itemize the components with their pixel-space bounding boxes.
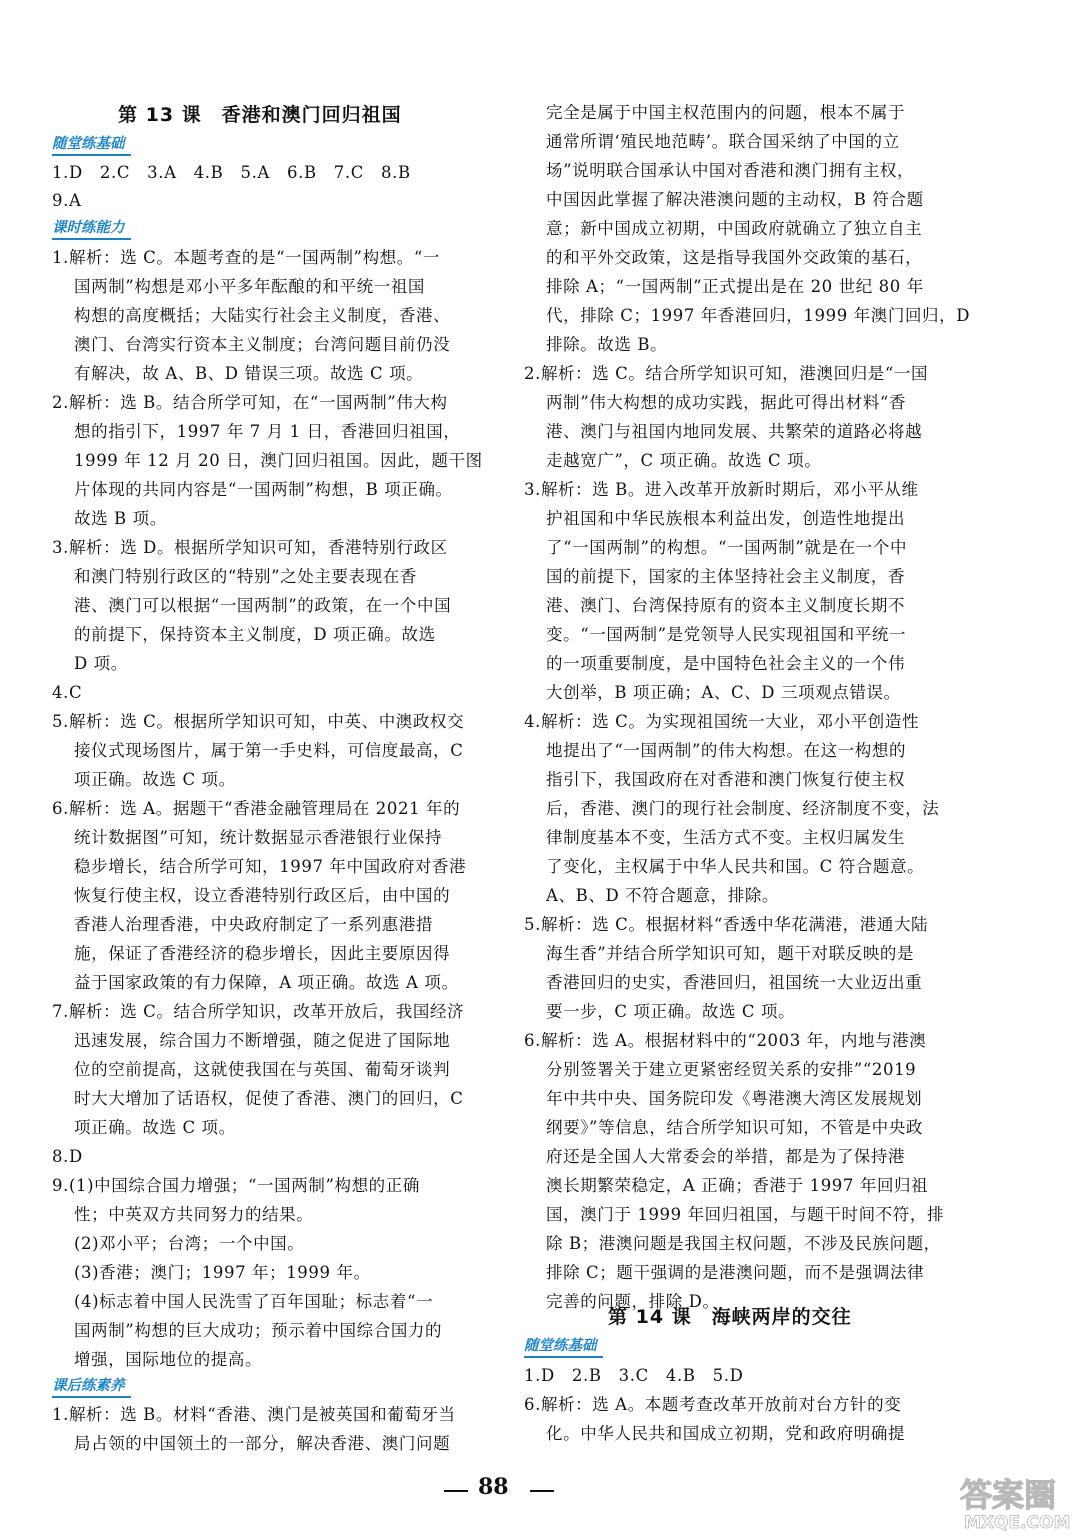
answer-line: 迅速发展，综合国力不断增强，随之促进了国际地 [74, 1031, 451, 1050]
answer-line: (3)香港；澳门；1997 年；1999 年。 [74, 1263, 371, 1282]
answer-line: 港、澳门、台湾保持原有的资本主义制度长期不 [546, 596, 906, 615]
answer-line: 的一项重要制度，是中国特色社会主义的一个伟 [546, 654, 906, 673]
answer-line: 5.解析：选 C。根据材料“香透中华花满港，港通大陆 [524, 915, 929, 934]
answer-line: 片体现的共同内容是“一国两制”构想，B 项正确。 [74, 480, 453, 499]
answer-line: 澳门、台湾实行资本主义制度；台湾问题目前仍没 [74, 335, 451, 354]
answer-line: 1999 年 12 月 20 日，澳门回归祖国。因此，题干图 [74, 451, 483, 470]
answer-line: 完善的问题，排除 D。 [546, 1292, 720, 1311]
answer-line: 2.解析：选 B。结合所学可知，在“一国两制”伟大构 [52, 393, 448, 412]
answer-line: 排除 C；题干强调的是港澳问题，而不是强调法律 [546, 1263, 925, 1282]
section-after-class-literacy: 课后练素养 [52, 1376, 131, 1398]
answer-line: 3.解析：选 D。根据所学知识可知，香港特别行政区 [52, 538, 448, 557]
answer-line: 2.解析：选 C。结合所学知识可知，港澳回归是“一国 [524, 364, 929, 383]
answer-line: 场”说明联合国承认中国对香港和澳门拥有主权， [546, 161, 915, 180]
watermark-logo-text: 答案圈 [960, 1476, 1057, 1514]
answer-line: 项正确。故选 C 项。 [74, 1118, 236, 1137]
answer-line: 局占领的中国领土的一部分，解决香港、澳门问题 [74, 1434, 451, 1453]
answer-line: 增强，国际地位的提高。 [74, 1350, 263, 1369]
answer-line: 要一步，C 项正确。故选 C 项。 [546, 1002, 796, 1021]
answer-line: 排除。故选 B。 [546, 335, 668, 354]
answer-line: 施，保证了香港经济的稳步增长，因此主要原因得 [74, 944, 451, 963]
answer-line: 律制度基本不变，生活方式不变。主权归属发生 [546, 828, 906, 847]
answer-line: D 项。 [74, 654, 128, 673]
answer-line: 8.D [52, 1147, 83, 1166]
answer-line: 完全是属于中国主权范围内的问题，根本不属于 [546, 103, 906, 122]
lesson-13-title: 第 13 课 香港和澳门回归祖国 [118, 104, 402, 126]
page-number-dash-left [444, 1490, 468, 1492]
answer-line: 3.解析：选 B。进入改革开放新时期后，邓小平从维 [524, 480, 919, 499]
answer-line: 香港回归的史实，香港回归，祖国统一大业迈出重 [546, 973, 923, 992]
answer-line: 6.解析：选 A。据题干“香港金融管理局在 2021 年的 [52, 799, 461, 818]
answer-line: 意；新中国成立初期，中国政府就确立了独立自主 [546, 219, 923, 238]
answer-line: 的前提下，保持资本主义制度，D 项正确。故选 [74, 625, 436, 644]
answer-line: 后，香港、澳门的现行社会制度、经济制度不变，法 [546, 799, 940, 818]
answer-line: 9.(1)中国综合国力增强；“一国两制”构想的正确 [52, 1176, 420, 1195]
answer-line: 年中共中央、国务院印发《粤港澳大湾区发展规划 [546, 1089, 923, 1108]
watermark-logo [956, 1470, 1082, 1534]
page-number-dash-right [530, 1490, 554, 1492]
answer-line: 7.解析：选 C。结合所学知识，改革开放后，我国经济 [52, 1002, 465, 1021]
answer-line: 益于国家政策的有力保障，A 项正确。故选 A 项。 [74, 973, 459, 992]
answer-line: 位的空前提高，这就使我国在与英国、葡萄牙谈判 [74, 1060, 451, 1079]
answer-line: 代，排除 C；1997 年香港回归，1999 年澳门回归，D [546, 306, 971, 325]
answer-line: 港、澳门与祖国内地同发展、共繁荣的道路必将越 [546, 422, 923, 441]
answer-line: 恢复行使主权，设立香港特别行政区后，由中国的 [74, 886, 451, 905]
section-in-class-basics: 随堂练基础 [52, 134, 131, 156]
answer-line: 项正确。故选 C 项。 [74, 770, 236, 789]
answer-line: 除 B；港澳问题是我国主权问题，不涉及民族问题， [546, 1234, 941, 1253]
answer-line: 4.C [52, 683, 83, 702]
answer-line: 想的指引下，1997 年 7 月 1 日，香港回归祖国， [74, 422, 461, 441]
answer-line: 分别签署关于建立更紧密经贸关系的安排”“2019 [546, 1060, 917, 1079]
answer-line: 统计数据图”可知，统计数据显示香港银行业保持 [74, 828, 443, 847]
answer-line: 地提出了“一国两制”的伟大构想。在这一构想的 [546, 741, 907, 760]
answer-line: 5.解析：选 C。根据所学知识可知，中英、中澳政权交 [52, 712, 465, 731]
lesson-14-title: 第 14 课 海峡两岸的交往 [608, 1306, 852, 1328]
answer-line: 纲要》”等信息，结合所学知识可知，不管是中央政 [546, 1118, 923, 1137]
answer-line: 构想的高度概括；大陆实行社会主义制度，香港、 [74, 306, 451, 325]
answer-line: 香港人治理香港，中央政府制定了一系列惠港措 [74, 915, 434, 934]
answer-line: 澳长期繁荣稳定，A 正确；香港于 1997 年回归祖 [546, 1176, 929, 1195]
answer-line: 中国因此掌握了解决港澳问题的主动权，B 符合题 [546, 190, 924, 209]
answer-line: 排除 A；“一国两制”正式提出是在 20 世纪 80 年 [546, 277, 924, 296]
answer-line: 了变化，主权属于中华人民共和国。C 符合题意。 [546, 857, 925, 876]
watermark-url-text: MXQE.COM [964, 1513, 1071, 1533]
answer-line: 有解决，故 A、B、D 错误三项。故选 C 项。 [74, 364, 424, 383]
answer-line: 两制”伟大构想的成功实践，据此可得出材料“香 [546, 393, 907, 412]
answer-line: 性；中英双方共同努力的结果。 [74, 1205, 314, 1224]
answer-line: 海生香”并结合所学知识可知，题干对联反映的是 [546, 944, 915, 963]
answer-line: 国，澳门于 1999 年回归祖国，与题干时间不符，排 [546, 1205, 945, 1224]
answer-line: 国的前提下，国家的主体坚持社会主义制度，香 [546, 567, 906, 586]
answer-line: 6.解析：选 A。根据材料中的“2003 年，内地与港澳 [524, 1031, 927, 1050]
answer-line: 1.D 2.C 3.A 4.B 5.A 6.B 7.C 8.B [52, 163, 411, 182]
answer-line: 府还是全国人大常委会的举措，都是为了保持港 [546, 1147, 906, 1166]
answer-line: 1.D 2.B 3.C 4.B 5.D [524, 1366, 744, 1385]
answer-line: 了“一国两制”的构想。“一国两制”就是在一个中 [546, 538, 908, 557]
answer-line: 和澳门特别行政区的“特别”之处主要表现在香 [74, 567, 417, 586]
answer-line: 化。中华人民共和国成立初期，党和政府明确提 [546, 1424, 906, 1443]
answer-line: 港、澳门可以根据“一国两制”的政策，在一个中国 [74, 596, 452, 615]
answer-line: 故选 B 项。 [74, 509, 167, 528]
answer-line: 通常所谓‘殖民地范畴’。联合国采纳了中国的立 [546, 132, 900, 151]
section-in-class-basics: 随堂练基础 [524, 1336, 603, 1358]
answer-line: 大创举，B 项正确；A、C、D 三项观点错误。 [546, 683, 901, 702]
answer-line: 变。“一国两制”是党领导人民实现祖国和平统一 [546, 625, 907, 644]
answer-line: 1.解析：选 C。本题考查的是“一国两制”构想。“一 [52, 248, 441, 267]
answer-line: 时大大增加了话语权，促使了香港、澳门的回归，C [74, 1089, 464, 1108]
answer-line: A、B、D 不符合题意，排除。 [546, 886, 780, 905]
answer-line: 走越宽广”，C 项正确。故选 C 项。 [546, 451, 822, 470]
answer-line: (2)邓小平；台湾；一个中国。 [74, 1234, 305, 1253]
page-number: 88 [478, 1474, 509, 1500]
answer-line: 稳步增长，结合所学可知，1997 年中国政府对香港 [74, 857, 467, 876]
answer-line: 的和平外交政策，这是指导我国外交政策的基石， [546, 248, 923, 267]
answer-line: 接仪式现场图片，属于第一手史料，可信度最高，C [74, 741, 464, 760]
answer-line: (4)标志着中国人民洗雪了百年国耻；标志着“一 [74, 1292, 434, 1311]
section-lesson-ability: 课时练能力 [52, 218, 131, 240]
answer-line: 国两制”构想是邓小平多年酝酿的和平统一祖国 [74, 277, 426, 296]
answer-line: 护祖国和中华民族根本利益出发，创造性地提出 [546, 509, 906, 528]
answer-line: 4.解析：选 C。为实现祖国统一大业，邓小平创造性 [524, 712, 920, 731]
answer-line: 指引下，我国政府在对香港和澳门恢复行使主权 [546, 770, 906, 789]
answer-line: 6.解析：选 A。本题考查改革开放前对台方针的变 [524, 1395, 902, 1414]
answer-line: 1.解析：选 B。材料“香港、澳门是被英国和葡萄牙当 [52, 1405, 456, 1424]
answer-line: 9.A [52, 191, 82, 210]
answer-line: 国两制”构想的巨大成功；预示着中国综合国力的 [74, 1321, 443, 1340]
